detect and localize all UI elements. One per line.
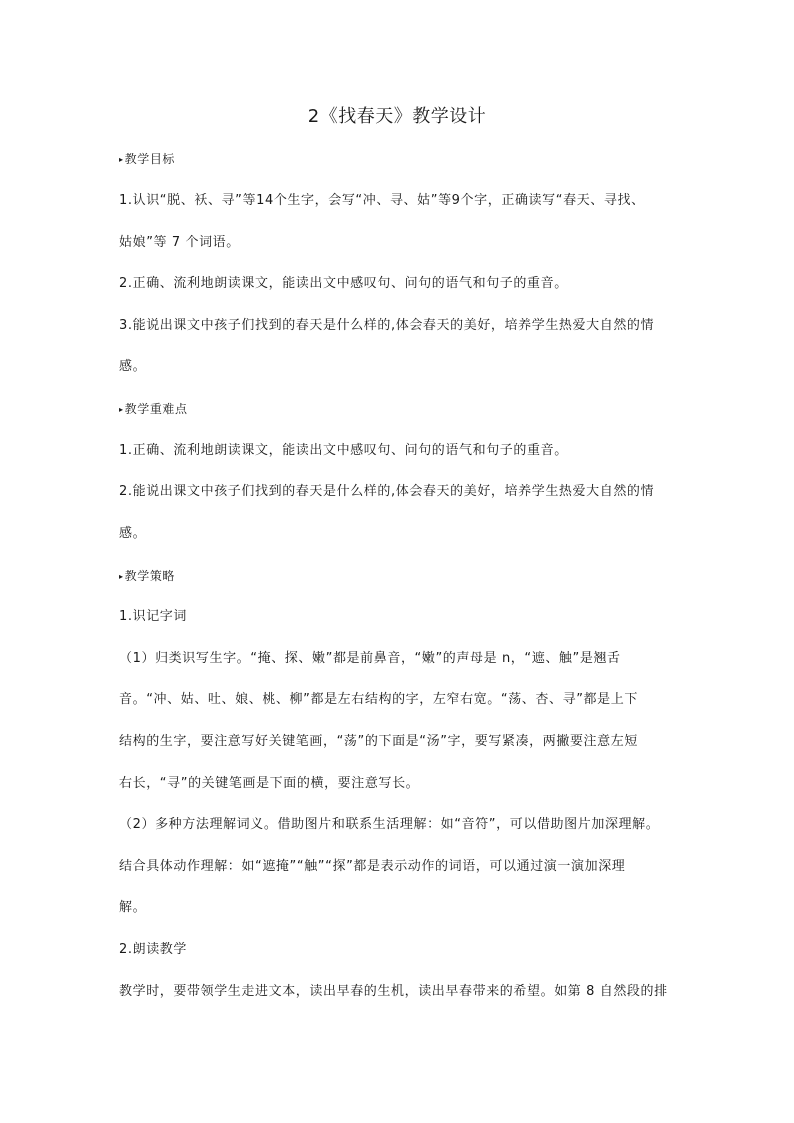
paragraph-line: 音。“冲、姑、吐、娘、桃、柳”都是左右结构的字，左窄右宽。“荡、杏、寻”都是上下 [119,692,638,707]
paragraph-line: 结合具体动作理解：如“遮掩”“触”“探”都是表示动作的词语，可以通过演一演加深理 [119,859,626,874]
paragraph-line: 解。 [119,900,147,915]
document-title: 2《找春天》教学设计 [307,106,487,127]
paragraph-line: 1.识记字词 [119,609,188,624]
paragraph-line: 2.朗读教学 [119,942,188,957]
paragraph-line: 感。 [119,359,147,374]
bullet-icon: ▸ [119,155,124,164]
section-heading-strategy [119,566,699,587]
paragraph-line: 右长，“寻”的关键笔画是下面的横，要注意写长。 [119,776,420,791]
paragraph-line: 1.正确、流利地朗读课文，能读出文中感叹句、问句的语气和句子的重音。 [119,443,568,458]
section-heading-label: 教学目标 [124,152,176,166]
paragraph-line: 结构的生字，要注意写好关键笔画，“荡”的下面是“汤”字，要写紧凑，两撇要注意左短 [119,734,638,749]
bullet-icon: ▸ [119,572,124,581]
section-heading-key-points [119,399,699,420]
section-heading-goals [119,149,699,170]
paragraph-line: 3.能说出课文中孩子们找到的春天是什么样的,体会春天的美好，培养学生热爱大自然的情 [119,318,655,333]
paragraph-line: 教学时，要带领学生走进文本，读出早春的生机，读出早春带来的希望。如第 8 自然段的排 [119,984,668,999]
section-heading-label: 教学策略 [124,569,176,583]
paragraph-line: （2）多种方法理解词义。借助图片和联系生活理解：如“音符”，可以借助图片加深理解。 [119,817,660,832]
paragraph-line: 感。 [119,526,147,541]
paragraph-line: 2.能说出课文中孩子们找到的春天是什么样的,体会春天的美好，培养学生热爱大自然的情 [119,484,655,499]
paragraph-line: 2.正确、流利地朗读课文，能读出文中感叹句、问句的语气和句子的重音。 [119,276,568,291]
bullet-icon: ▸ [119,405,124,414]
paragraph-line: 姑娘”等 7 个词语。 [119,235,240,250]
paragraph-line: （1）归类识写生字。“掩、探、嫩”都是前鼻音，“嫩”的声母是 n，“遮、触”是翘舌 [119,651,621,666]
paragraph-line: 1.认识“脱、袄、寻”等14个生字，会写“冲、寻、姑”等9个字，正确读写“春天、寻找、 [119,193,645,208]
section-heading-label: 教学重难点 [124,402,188,416]
